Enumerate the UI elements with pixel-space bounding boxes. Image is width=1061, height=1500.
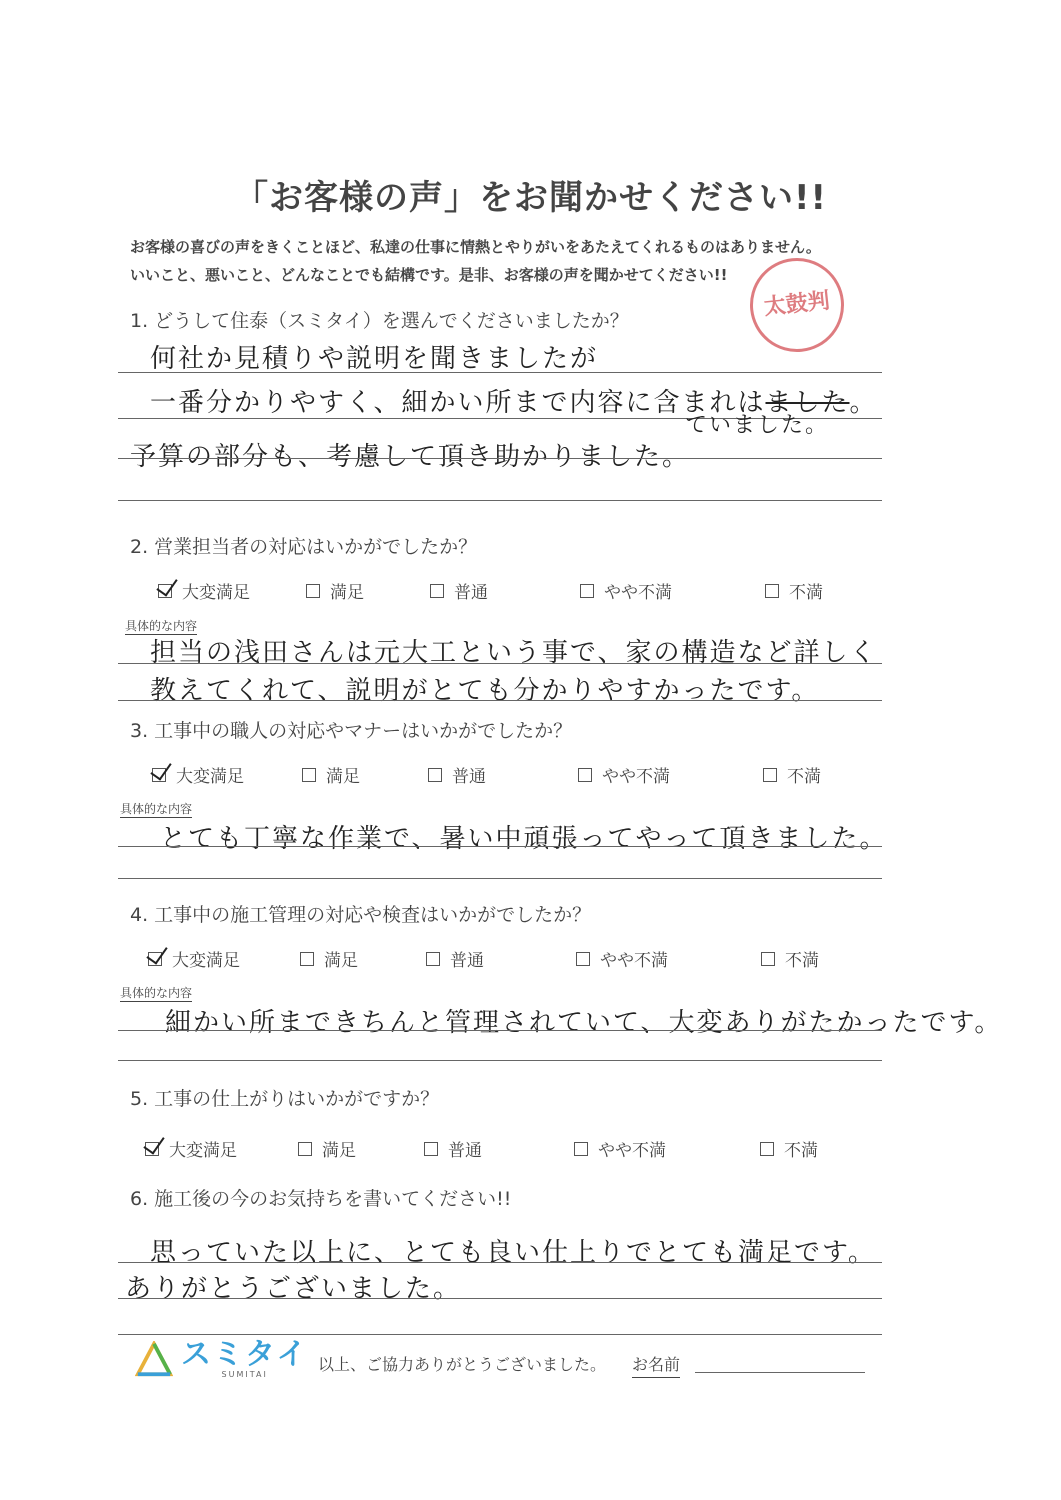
q3-option-dissatisfied[interactable]: 不満: [763, 762, 821, 787]
checkbox-icon: [298, 1142, 312, 1156]
q5-option-normal[interactable]: 普通: [424, 1136, 482, 1161]
writing-line: [118, 878, 882, 879]
writing-line: [118, 1262, 882, 1263]
q5-option-satisfied[interactable]: 満足: [298, 1136, 356, 1161]
q5-option-dissatisfied[interactable]: 不満: [760, 1136, 818, 1161]
q2-option-normal[interactable]: 普通: [430, 578, 488, 603]
logo-text: スミタイ: [181, 1337, 309, 1372]
answer-3-line-1: とても丁寧な作業で、暑い中頑張ってやって頂きました。: [160, 824, 888, 854]
q5-option-slightly-dissatisfied[interactable]: やや不満: [574, 1136, 666, 1161]
checkbox-icon: [424, 1142, 438, 1156]
answer-1-line-2: 一番分かりやすく、細かい所まで内容に含まれはました。: [150, 388, 878, 418]
checkbox-icon: [158, 584, 172, 598]
checkbox-icon: [426, 952, 440, 966]
answer-2-line-1: 担当の浅田さんは元大工という事で、家の構造など詳しく: [150, 638, 878, 668]
q3-option-satisfied[interactable]: 満足: [302, 762, 360, 787]
q3-option-very-satisfied[interactable]: 大変満足: [152, 762, 244, 787]
question-3: 3. 工事中の職人の対応やマナーはいかがでしたか？: [130, 720, 573, 742]
checkbox-icon: [152, 768, 166, 782]
company-logo: [135, 1337, 309, 1379]
checkbox-icon: [300, 952, 314, 966]
q4-option-slightly-dissatisfied[interactable]: やや不満: [576, 946, 668, 971]
answer-6-line-1: 思っていた以上に、とても良い仕上りでとても満足です。: [150, 1238, 876, 1268]
writing-line: [118, 1060, 882, 1061]
q4-option-dissatisfied[interactable]: 不満: [761, 946, 819, 971]
name-writing-line: [695, 1372, 865, 1373]
checkbox-icon: [580, 584, 594, 598]
logo-subtext: SUMITAI: [221, 1370, 268, 1379]
intro-line-2: いいこと、悪いこと、どんなことでも結構です。是非、お客様の声を聞かせてください!!: [130, 266, 728, 284]
approval-stamp: 太鼓判: [745, 253, 848, 356]
q2-option-satisfied[interactable]: 満足: [306, 578, 364, 603]
q5-option-very-satisfied[interactable]: 大変満足: [145, 1136, 237, 1161]
answer-4-line-1: 細かい所まできちんと管理されていて、大変ありがたかったです。: [165, 1008, 1003, 1038]
detail-label: 具体的な内容: [120, 802, 193, 816]
writing-line: [118, 500, 882, 501]
answer-2-line-2: 教えてくれて、説明がとても分かりやすかったです。: [150, 676, 820, 706]
question-6: 6. 施工後の今のお気持ちを書いてください!!: [130, 1188, 512, 1210]
question-2: 2. 営業担当者の対応はいかがでしたか？: [130, 536, 478, 558]
answer-1-line-2b: ていました。: [685, 413, 830, 438]
q4-option-normal[interactable]: 普通: [426, 946, 484, 971]
page-title: 「お客様の声」をお聞かせください!!: [233, 178, 827, 218]
checkbox-icon: [574, 1142, 588, 1156]
checkbox-icon: [430, 584, 444, 598]
question-4: 4. 工事中の施工管理の対応や検査はいかがでしたか？: [130, 904, 592, 926]
checkbox-icon: [302, 768, 316, 782]
writing-line: [118, 458, 882, 459]
checkbox-icon: [148, 952, 162, 966]
checkbox-icon: [761, 952, 775, 966]
q4-option-satisfied[interactable]: 満足: [300, 946, 358, 971]
intro-line-1: お客様の喜びの声をきくことほど、私達の仕事に情熱とやりがいをあたえてくれるものはありません。: [130, 238, 821, 256]
writing-line: [118, 700, 882, 701]
checkbox-icon: [576, 952, 590, 966]
logo-triangle-icon: [135, 1341, 173, 1379]
question-1: 1. どうして住泰（スミタイ）を選んでくださいましたか？: [130, 310, 629, 332]
writing-line: [118, 1334, 882, 1335]
q2-option-slightly-dissatisfied[interactable]: やや不満: [580, 578, 672, 603]
checkbox-icon: [765, 584, 779, 598]
detail-label: 具体的な内容: [120, 986, 193, 1000]
q3-option-normal[interactable]: 普通: [428, 762, 486, 787]
writing-line: [118, 1298, 882, 1299]
footer-thanks: 以上、ご協力ありがとうございました。: [318, 1355, 607, 1374]
checkbox-icon: [760, 1142, 774, 1156]
answer-1-line-1: 何社か見積りや説明を聞きましたが: [150, 344, 599, 374]
question-5: 5. 工事の仕上がりはいかがですか？: [130, 1088, 440, 1110]
q2-option-very-satisfied[interactable]: 大変満足: [158, 578, 250, 603]
name-label: お名前: [632, 1352, 680, 1378]
checkbox-icon: [306, 584, 320, 598]
answer-6-line-2: ありがとうございました。: [125, 1274, 462, 1304]
struck-text: ました: [765, 388, 850, 418]
writing-line: [118, 1030, 882, 1031]
checkbox-icon: [145, 1142, 159, 1156]
answer-1-line-3: 予算の部分も、考慮して頂き助かりました。: [130, 442, 691, 472]
writing-line: [118, 663, 882, 664]
checkbox-icon: [763, 768, 777, 782]
q2-option-dissatisfied[interactable]: 不満: [765, 578, 823, 603]
checkbox-icon: [578, 768, 592, 782]
q4-option-very-satisfied[interactable]: 大変満足: [148, 946, 240, 971]
detail-label: 具体的な内容: [125, 619, 198, 633]
q3-option-slightly-dissatisfied[interactable]: やや不満: [578, 762, 670, 787]
writing-line: [118, 846, 882, 847]
writing-line: [118, 372, 882, 373]
checkbox-icon: [428, 768, 442, 782]
